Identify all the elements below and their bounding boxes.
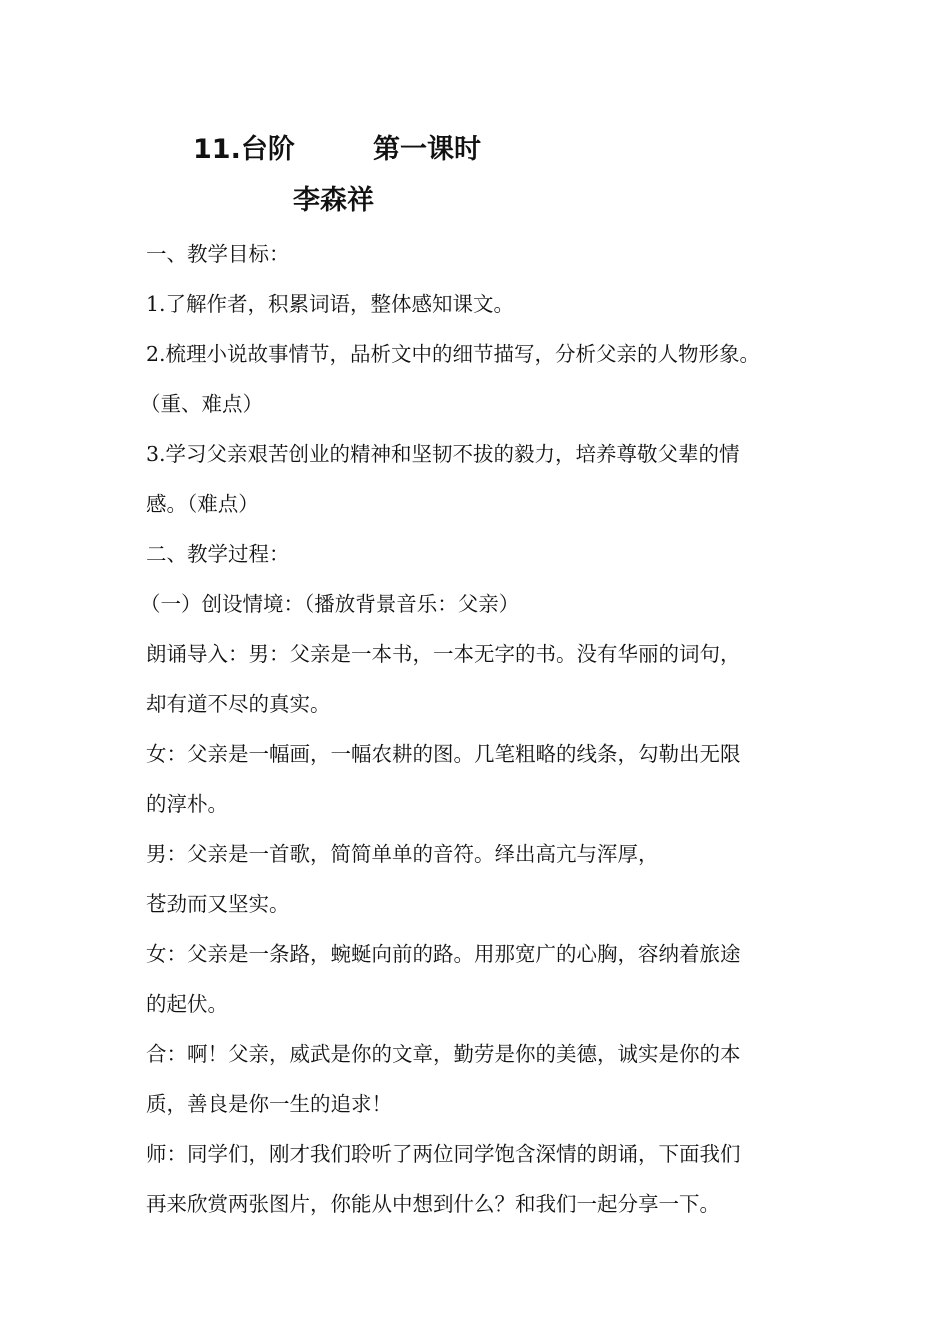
lesson-title: 11.台阶	[193, 134, 295, 165]
paragraph-line: 合：啊！父亲，威武是你的文章，勤劳是你的美德，诚实是你的本	[146, 1042, 741, 1066]
paragraph-line: 的起伏。	[146, 992, 228, 1016]
objective-line: 1.了解作者，积累词语，整体感知课文。	[146, 292, 515, 316]
objective-line: 3.学习父亲艰苦创业的精神和坚韧不拔的毅力，培养尊敬父辈的情	[146, 442, 740, 466]
document-title	[193, 128, 481, 172]
objective-line: 2.梳理小说故事情节，品析文中的细节描写，分析父亲的人物形象。	[146, 342, 761, 366]
section-heading-process: 二、教学过程：	[146, 542, 290, 566]
subsection-heading: （一）创设情境：（播放背景音乐：父亲）	[140, 592, 520, 616]
section-heading-objectives: 一、教学目标：	[146, 242, 290, 266]
paragraph-line: 质，善良是你一生的追求！	[146, 1092, 392, 1116]
author-name: 李森祥	[293, 185, 374, 216]
objective-line: 感。（难点）	[146, 492, 259, 516]
objective-line: （重、难点）	[140, 392, 263, 416]
paragraph-line: 却有道不尽的真实。	[146, 692, 331, 716]
paragraph-line: 男：父亲是一首歌，简简单单的音符。绎出高亢与浑厚，	[146, 842, 659, 866]
paragraph-line: 女：父亲是一条路，蜿蜒向前的路。用那宽广的心胸，容纳着旅途	[146, 942, 741, 966]
paragraph-line: 女：父亲是一幅画，一幅农耕的图。几笔粗略的线条，勾勒出无限	[146, 742, 741, 766]
paragraph-line: 的淳朴。	[146, 792, 228, 816]
document-body	[140, 229, 826, 1229]
lesson-period: 第一课时	[373, 134, 481, 165]
paragraph-line: 朗诵导入：男：父亲是一本书，一本无字的书。没有华丽的词句，	[146, 642, 741, 666]
paragraph-line: 再来欣赏两张图片，你能从中想到什么？和我们一起分享一下。	[146, 1192, 720, 1216]
paragraph-line: 师：同学们，刚才我们聆听了两位同学饱含深情的朗诵，下面我们	[146, 1142, 741, 1166]
paragraph-line: 苍劲而又坚实。	[146, 892, 290, 916]
